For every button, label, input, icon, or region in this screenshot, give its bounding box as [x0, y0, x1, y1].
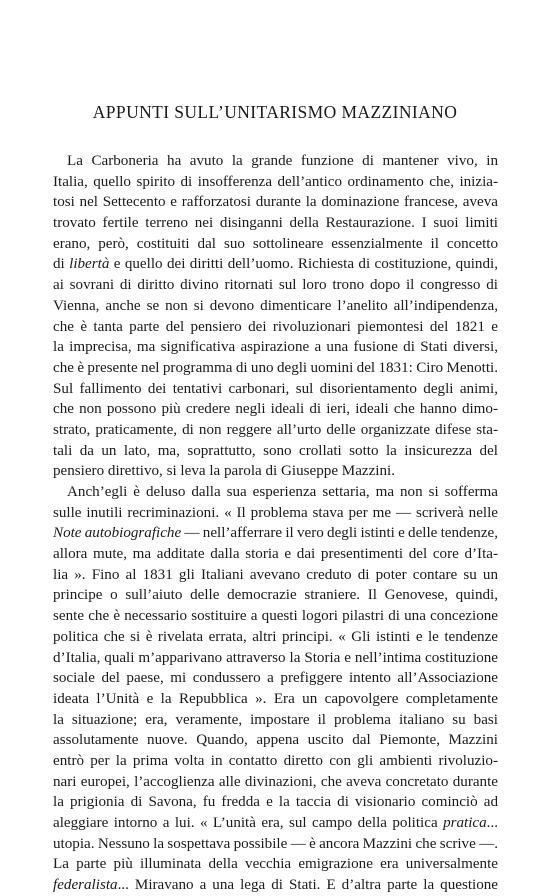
- text-segment: ... Miravano a una lega di Stati. E d’altra parte la questione: [117, 877, 498, 894]
- text-line: [53, 854, 498, 875]
- text-segment: aleggiare intorno a lui. « L’unità era, sul campo della politica: [53, 815, 444, 831]
- text-line: [53, 648, 498, 669]
- italic-text-segment: libertà: [69, 256, 110, 273]
- body-text: [53, 151, 498, 896]
- text-line: [53, 710, 498, 731]
- text-segment: la prigionia di Savona, fu fredda e la taccia di visionario cominciò ad: [53, 794, 498, 811]
- text-line: [53, 254, 498, 275]
- text-segment: che non possono più credere negli ideali di ieri, ideali che hanno dimo-: [53, 401, 498, 418]
- text-line: [53, 813, 498, 834]
- text-line: [53, 772, 498, 793]
- text-segment: sociale del paese, mi condussero a prefiggere intento all’Associazione: [53, 670, 498, 687]
- text-segment: assolutamente nuove. Quando, appena uscito dal Piemonte, Mazzini: [53, 732, 498, 749]
- text-line: [53, 875, 498, 896]
- text-segment: Anch’egli è deluso dalla sua esperienza settaria, ma non si sofferma: [67, 484, 498, 500]
- text-line: [53, 668, 498, 689]
- text-segment: sulle inutili recriminazioni. « Il problema stava per me — scriverà nelle: [53, 504, 498, 521]
- text-line: [53, 317, 498, 338]
- italic-text-segment: federalista: [53, 877, 118, 894]
- text-segment: d’Italia, quali m’apparivano attraverso la Storia e nell’intima costituzione: [53, 649, 498, 666]
- text-line: [53, 441, 498, 462]
- text-segment: principe o sull’aiuto delle democrazie straniere. Il Genovese, quindi,: [53, 587, 498, 604]
- text-segment: La Carboneria ha avuto la grande funzione di mantener vivo, in: [67, 153, 498, 169]
- text-line: [53, 585, 498, 606]
- text-segment: sente che è necessario sostituire a questi logori pilastri di una concezione: [53, 608, 498, 625]
- text-line: [53, 151, 498, 172]
- text-segment: la imprecisa, ma significativa aspirazione a una fusione di Stati diversi,: [53, 339, 498, 356]
- text-segment: ai sovrani di diritto divino ritornati sul loro trono dopo il congresso di: [53, 277, 498, 294]
- text-line: [53, 751, 498, 772]
- text-segment: che è tanta parte del pensiero dei rivoluzionari piemontesi del 1821 e: [53, 318, 498, 335]
- text-segment: entrò per la prima volta in contatto diretto con gli ambienti rivoluzio-: [53, 752, 498, 769]
- text-segment: la situazione; era, veramente, impostare il problema italiano su basi: [53, 711, 498, 728]
- text-segment: nari europei, l’accoglienza alle divinazioni, che aveva concretato durante: [53, 773, 498, 790]
- text-segment: erano, però, costituiti dal suo sottolineare essenzialmente il concetto: [53, 235, 498, 252]
- text-segment: — nell’afferrare il vero degli istinti e delle tendenze,: [181, 525, 499, 542]
- text-segment: La parte più illuminata della vecchia emigrazione era universalmente: [53, 856, 498, 873]
- text-line: [53, 399, 498, 420]
- text-line: [53, 461, 498, 482]
- text-segment: utopia. Nessuno la sospettava possibile — è ancora Mazzini che scrive —.: [53, 835, 498, 852]
- text-segment: pensiero direttivo, si leva la parola di Giuseppe Mazzini.: [53, 463, 396, 480]
- text-segment: allora mute, ma additate dalla storia e dai presentimenti del core d’Ita-: [53, 546, 498, 563]
- text-line: [53, 689, 498, 710]
- text-line: [53, 358, 498, 379]
- text-segment: ...: [486, 815, 498, 831]
- text-line: [53, 730, 498, 751]
- text-line: [53, 296, 498, 317]
- text-line: [53, 834, 498, 855]
- text-segment: Sul fallimento dei tentativi carbonari, sul disorientamento degli animi,: [53, 380, 498, 397]
- text-segment: strato, praticamente, di non reggere all’urto delle organizzate difese sta-: [53, 421, 498, 438]
- text-segment: Vienna, anche se non si devono dimenticare l’anelito all’indipendenza,: [53, 297, 498, 314]
- text-segment: di: [53, 256, 70, 273]
- italic-text-segment: Note autobiografiche: [53, 525, 182, 542]
- text-segment: Italia, quello spirito di insofferenza dell’antico ordinamento che, inizia-: [53, 173, 498, 190]
- text-line: [53, 337, 498, 358]
- text-segment: tali da un lato, ma, soprattutto, sono crollati sotto la insicurezza del: [53, 442, 498, 459]
- text-segment: lia ». Fino al 1831 gli Italiani avevano creduto di poter contare su un: [53, 566, 498, 583]
- chapter-title: APPUNTI SULL’UNITARISMO MAZZINIANO: [92, 102, 458, 122]
- text-line: [53, 606, 498, 627]
- text-line: [53, 627, 498, 648]
- text-line: [53, 213, 498, 234]
- text-line: [53, 275, 498, 296]
- text-line: [53, 379, 498, 400]
- text-line: [53, 523, 498, 544]
- text-line: [53, 503, 498, 524]
- text-segment: ideata l’Unità e la Repubblica ». Era un capovolgere completamente: [53, 690, 498, 707]
- italic-text-segment: pratica: [443, 815, 487, 831]
- text-segment: trovato fertile terreno nei disinganni della Restaurazione. I suoi limiti: [53, 215, 498, 232]
- text-line: [53, 482, 498, 503]
- text-segment: tosi nel Settecento e rafforzatosi durante la dominazione francese, aveva: [53, 194, 498, 211]
- text-line: [53, 565, 498, 586]
- text-line: [53, 234, 498, 255]
- text-line: [53, 544, 498, 565]
- text-line: [53, 172, 498, 193]
- text-line: [53, 420, 498, 441]
- text-line: [53, 192, 498, 213]
- text-segment: politica che si è rivelata errata, altri principi. « Gli istinti e le tendenze: [53, 628, 498, 645]
- text-segment: e quello dei diritti dell’uomo. Richiesta di costituzione, quindi,: [109, 256, 498, 273]
- text-segment: che è presente nel programma di uno degli uomini del 1831: Ciro Menotti.: [53, 359, 498, 376]
- text-line: [53, 792, 498, 813]
